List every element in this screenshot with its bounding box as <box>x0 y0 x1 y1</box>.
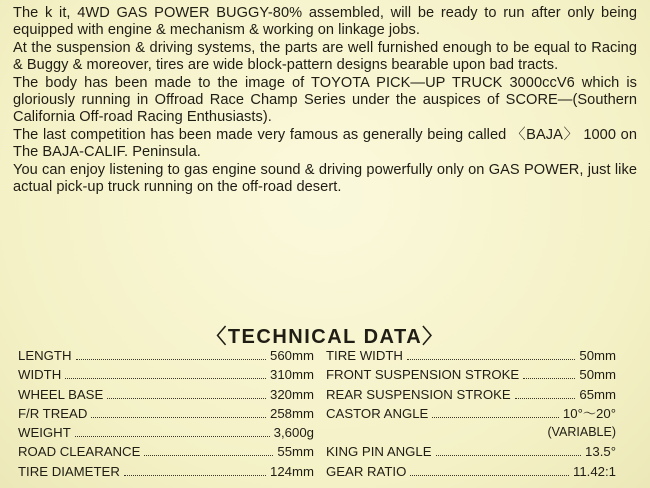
spec-list-right <box>326 346 616 481</box>
dot-leader <box>91 416 266 418</box>
intro-paragraph: You can enjoy listening to gas engine sound & driving powerfully only on GAS POWER, just like actual pick-up truck running on the off-road desert. <box>13 161 637 196</box>
spec-row-tire-width <box>326 346 616 365</box>
spec-value: 560mm <box>270 348 314 363</box>
dot-leader <box>75 435 270 437</box>
spec-row-width <box>18 365 314 384</box>
dot-leader <box>407 358 575 360</box>
intro-paragraph: The body has been made to the image of TOYOTA PICK—UP TRUCK 3000ccV6 which is gloriously running in Offroad Race Champ Series under the auspices of SCORE—(Southern California Off-road Racing Enthusiasts). <box>13 74 637 126</box>
intro-paragraph: The last competition has been made very famous as generally being called 〈BAJA〉 1000 on The BAJA-CALIF. Peninsula. <box>13 126 637 161</box>
dot-leader <box>432 416 559 418</box>
dot-leader <box>515 397 576 399</box>
dot-leader <box>410 474 569 476</box>
spec-value: 258mm <box>270 405 314 421</box>
spec-label: ROAD CLEARANCE <box>18 444 141 460</box>
spec-label: TIRE WIDTH <box>326 348 403 363</box>
spec-row-length <box>18 346 314 365</box>
spec-note: (VARIABLE) <box>547 425 616 440</box>
technical-data-title: 〈TECHNICAL DATA〉 <box>206 326 444 348</box>
spec-list-left <box>18 346 314 481</box>
dot-leader <box>144 454 273 456</box>
spec-label: TIRE DIAMETER <box>18 463 120 479</box>
spec-label: LENGTH <box>18 348 72 363</box>
spec-value: 50mm <box>579 367 616 383</box>
spec-row-road-clearance <box>18 442 314 461</box>
spec-row-tire-diameter <box>18 462 314 481</box>
spec-value: 320mm <box>270 386 314 402</box>
spec-row-front-suspension <box>326 365 616 384</box>
spec-row-wheel-base <box>18 385 314 404</box>
spec-value: 3,600g <box>273 425 314 441</box>
spec-value: 50mm <box>579 348 616 363</box>
spec-value: 11.42:1 <box>572 463 616 479</box>
intro-text <box>13 5 637 196</box>
spec-row-gear-ratio <box>326 462 616 481</box>
spec-value: 310mm <box>270 367 314 383</box>
spec-value: 124mm <box>270 463 314 479</box>
spec-value: 10°～20° <box>562 405 616 421</box>
spec-row-note <box>326 423 616 442</box>
dot-leader <box>76 358 267 360</box>
spec-label: WHEEL BASE <box>18 386 104 402</box>
spec-row-castor-angle <box>326 404 616 423</box>
dot-leader <box>124 474 266 476</box>
dot-leader <box>436 454 582 456</box>
spec-label: FRONT SUSPENSION STROKE <box>326 367 520 383</box>
dot-leader <box>65 377 266 379</box>
dot-leader <box>107 397 266 399</box>
spec-value: 13.5° <box>585 444 616 460</box>
spec-label: WIDTH <box>18 367 62 383</box>
spec-row-rear-suspension <box>326 385 616 404</box>
spec-row-king-pin-angle <box>326 442 616 461</box>
spec-label: GEAR RATIO <box>326 463 407 479</box>
spec-row-tread <box>18 404 314 423</box>
spec-label: F/R TREAD <box>18 405 88 421</box>
spec-row-weight <box>18 423 314 442</box>
spec-label: KING PIN ANGLE <box>326 444 432 460</box>
spec-value: 65mm <box>579 386 616 402</box>
intro-paragraph: The k it, 4WD GAS POWER BUGGY-80% assembled, will be ready to run after only being equipped with engine & mechanism & working on linkage jobs. <box>13 5 637 39</box>
intro-paragraph: At the suspension & driving systems, the parts are well furnished enough to be equal to Racing & Buggy & moreover, tires are wide block-pattern designs bearable upon bad tracts. <box>13 39 637 74</box>
dot-leader <box>523 377 575 379</box>
spec-label: WEIGHT <box>18 425 71 441</box>
spec-value: 55mm <box>277 444 314 460</box>
spec-label: CASTOR ANGLE <box>326 405 429 421</box>
spec-label: REAR SUSPENSION STROKE <box>326 386 511 402</box>
